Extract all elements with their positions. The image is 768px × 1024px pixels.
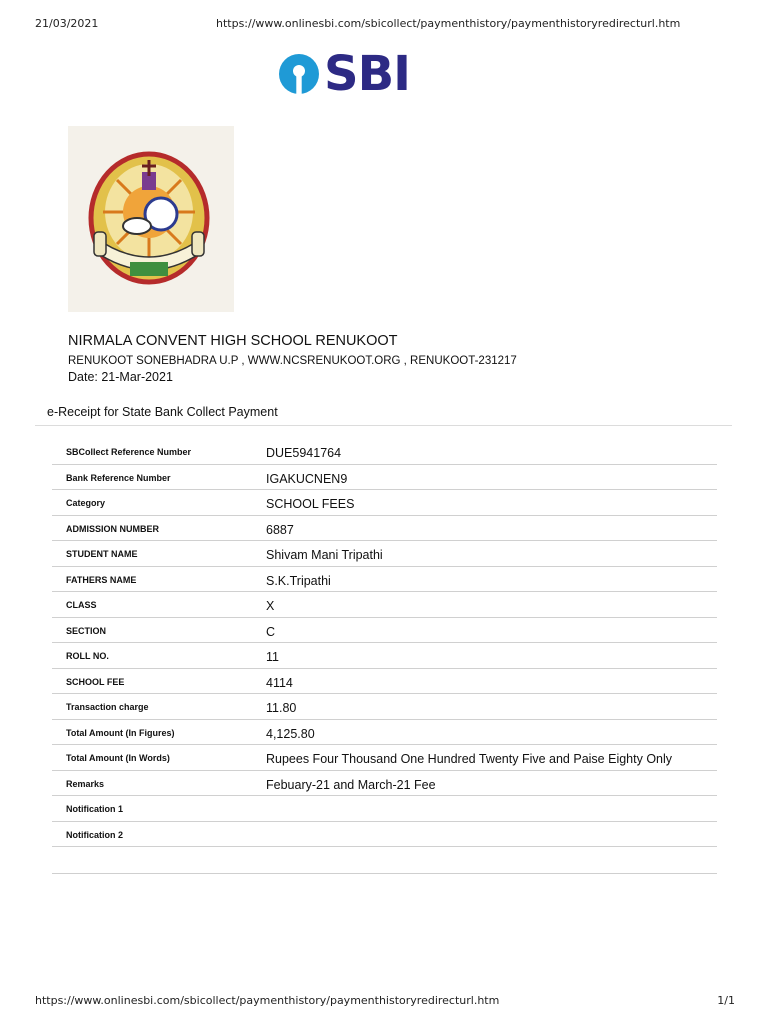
row-value: Rupees Four Thousand One Hundred Twenty Five and Paise Eighty Only [266,752,673,766]
row-label: STUDENT NAME [66,549,138,559]
table-row [52,439,717,465]
row-value: S.K.Tripathi [266,573,331,588]
sbi-logo [278,46,411,102]
table-row [52,796,717,822]
row-value: C [266,624,276,639]
row-label: SCHOOL FEE [66,676,125,687]
table-row [52,643,717,669]
row-label: Bank Reference Number [66,472,171,483]
row-label: Notification 2 [66,829,124,840]
receipt-title: e-Receipt for State Bank Collect Payment [47,405,278,419]
section-divider [52,873,717,874]
row-label: Category [66,498,106,508]
row-label: ADMISSION NUMBER [66,523,160,534]
print-url: https://www.onlinesbi.com/sbicollect/paymenthistory/paymenthistoryredirecturl.htm [216,17,681,30]
row-value: 4,125.80 [266,726,315,741]
table-row [52,490,717,516]
row-label: CLASS [66,600,97,610]
school-address: RENUKOOT SONEBHADRA U.P , WWW.NCSRENUKOOT.ORG , RENUKOOT-231217 [68,355,517,367]
row-label: Notification 1 [66,804,124,814]
footer-url: https://www.onlinesbi.com/sbicollect/paymenthistory/paymenthistoryredirecturl.htm [35,994,500,1007]
row-label: SBCollect Reference Number [66,447,192,457]
table-row [52,618,717,644]
table-row [52,771,717,797]
school-logo [68,126,234,312]
sbi-keyhole-icon [278,53,320,95]
row-label: Total Amount (In Figures) [66,727,175,738]
school-crest-emblem [68,126,234,312]
row-label: Transaction charge [66,702,149,712]
row-value: 11 [266,650,279,664]
row-value: 11.80 [266,701,297,715]
sbi-wordmark: SBI [324,46,411,102]
receipt-details-table [52,439,717,847]
row-value: 6887 [266,522,294,537]
receipt-date: Date: 21-Mar-2021 [68,370,173,384]
table-row [52,720,717,746]
row-value: Febuary-21 and March-21 Fee [266,777,436,792]
school-name: NIRMALA CONVENT HIGH SCHOOL RENUKOOT [68,333,398,349]
row-label: Remarks [66,778,105,789]
table-row [52,822,717,848]
table-row [52,465,717,491]
table-row [52,694,717,720]
row-value: 4114 [266,675,293,690]
row-label: FATHERS NAME [66,574,137,585]
section-divider [35,425,732,426]
table-row [52,516,717,542]
page-number: 1/1 [717,994,735,1007]
row-label: SECTION [66,625,107,636]
table-row [52,567,717,593]
print-date: 21/03/2021 [35,17,99,30]
row-value: IGAKUCNEN9 [266,471,348,486]
table-row [52,592,717,618]
row-value: Shivam Mani Tripathi [266,548,383,562]
row-label: ROLL NO. [66,651,109,661]
table-row [52,541,717,567]
row-value: SCHOOL FEES [266,497,355,511]
row-value: X [266,599,275,613]
row-label: Total Amount (In Words) [66,753,170,763]
table-row [52,669,717,695]
table-row [52,745,717,771]
row-value: DUE5941764 [266,446,342,460]
